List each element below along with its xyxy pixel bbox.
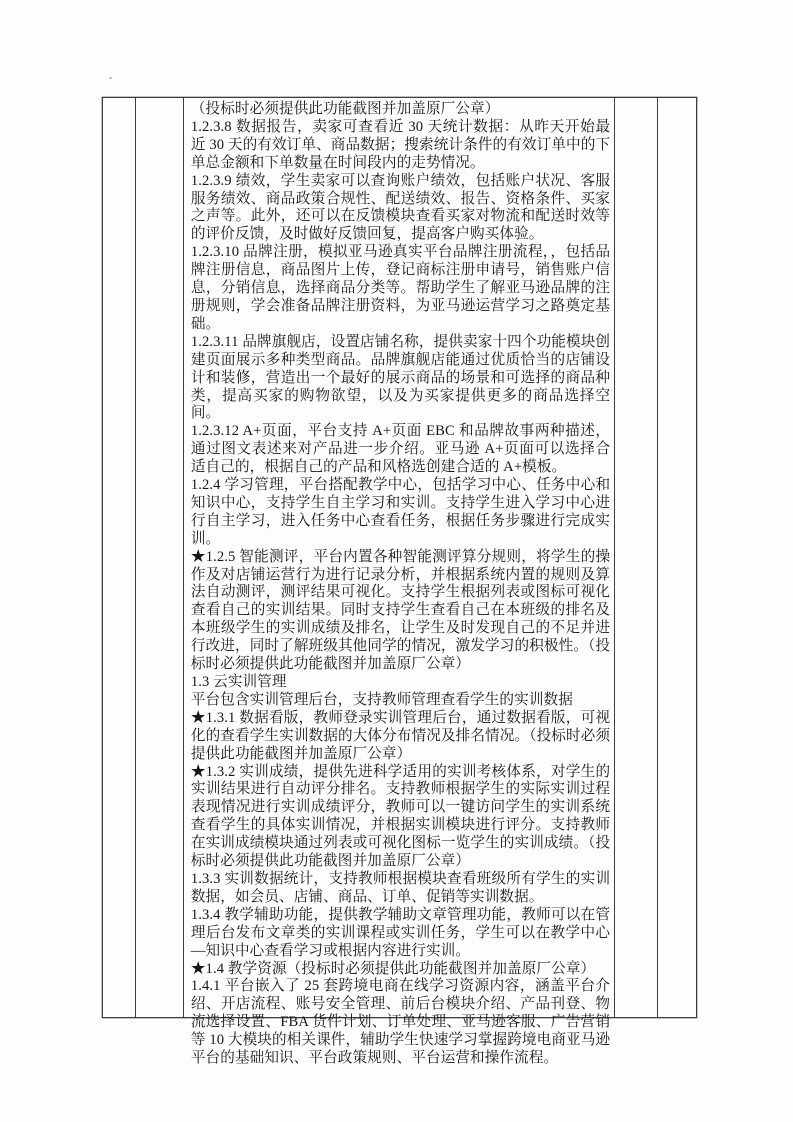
table-cell-response-col bbox=[615, 98, 658, 1017]
clause-1-2-5-smart-assessment: ★1.2.5 智能测评，平台内置各种智能测评算分规则，将学生的操作及对店铺运营行为进行记录分析，并根据系统内置的规则及算法自动测评，测评结果可视化。支持学生根据列表或图标可视化查看自己的实训结果。同时支持学生查看自己在本班级的排名及本班级学生的实训成绩及排名，让学生及时发现自己的不足并进行改进，同时了解班级其他同学的情况，激发学习的积极性。（投标时必须提供此功能截图并加盖原厂公章） bbox=[190, 548, 611, 673]
clause-1-3-2-training-scores: ★1.3.2 实训成绩，提供先进科学适用的实训考核体系，对学生的实训结果进行自动评分排名。支持教师根据学生的实际实训过程表现情况进行实训成绩评分，教师可以一键访问学生的实训系统查看学生的具体实训情况，并根据实训模块进行评分。支持教师在实训成绩模块通过列表或可视化图标一览学生的实训成绩。（投标时必须提供此功能截图并加盖原厂公章） bbox=[190, 763, 611, 870]
clause-1-3-4-teaching-assist: 1.3.4 教学辅助功能，提供教学辅助文章管理功能，教师可以在管理后台发布文章类的实训课程或实训任务，学生可以在教学中心—知识中心查看学习或根据内容进行实训。 bbox=[190, 906, 611, 959]
table-cell-index-col bbox=[103, 98, 136, 1017]
clause-1-2-3-8-data-report: 1.2.3.8 数据报告，卖家可查看近 30 天统计数据：从昨天开始最近 30 天的有效订单、商品数据；搜索统计条件的有效订单中的下单总金额和下单数量在时间段内的走势情况。 bbox=[190, 118, 611, 171]
table-cell-remarks-col bbox=[658, 98, 696, 1017]
clause-1-3-intro: 平台包含实训管理后台，支持教师管理查看学生的实训数据 bbox=[190, 691, 573, 708]
clause-1-2-3-9-performance: 1.2.3.9 绩效，学生卖家可以查询账户绩效，包括账户状况、客服服务绩效、商品政策合规性、配送绩效、报告、资格条件、买家之声等。此外，还可以在反馈模块查看买家对物流和配送时效等的评价反馈，及时做好反馈回复，提高客户购买体验。 bbox=[190, 172, 611, 243]
table-cell-requirements-content bbox=[184, 98, 615, 1067]
heading-1-3-cloud-training-management: 1.3 云实训管理 bbox=[190, 674, 287, 690]
tender-requirements-table bbox=[102, 97, 697, 1067]
clause-1-3-3-training-data-statistics: 1.3.3 实训数据统计，支持教师根据模块查看班级所有学生的实训数据，如会员、店铺、商品、订单、促销等实训数据。 bbox=[190, 870, 611, 905]
heading-1-4-teaching-resources: ★1.4 教学资源（投标时必须提供此功能截图并加盖原厂公章） bbox=[190, 960, 596, 977]
clause-1-2-4-learning-management: 1.2.4 学习管理，平台搭配教学中心，包括学习中心、任务中心和知识中心，支持学生自主学习和实训。支持学生进入学习中心进行自主学习，进入任务中心查看任务，根据任务步骤进行完成实训。 bbox=[190, 477, 611, 547]
clause-1-2-3-11-brand-flagship-store: 1.2.3.11 品牌旗舰店，设置店铺名称，提供卖家十四个功能模块创建页面展示多种类型商品。品牌旗舰店能通过优质恰当的店铺设计和装修，营造出一个最好的展示商品的场景和可选择的商品种类，提高买家的购物欲望，以及为买家提供更多的商品选择空间。 bbox=[190, 333, 611, 422]
clause-stamp-note-continuation: （投标时必须提供此功能截图并加盖原厂公章） bbox=[190, 101, 500, 117]
clause-1-3-1-data-dashboard: ★1.3.1 数据看版，教师登录实训管理后台，通过数据看版，可视化的查看学生实训数据的大体分布情况及排名情况。（投标时必须提供此功能截图并加盖原厂公章） bbox=[190, 709, 611, 762]
clause-1-2-3-12-a-plus-page: 1.2.3.12 A+页面，平台支持 A+页面 EBC 和品牌故事两种描述，通过图文表述来对产品进一步介绍。亚马逊 A+页面可以选择合适自己的，根据自己的产品和风格选创建合适的 A+模板。 bbox=[190, 423, 611, 476]
clause-1-4-1-learning-resources: 1.4.1 平台嵌入了 25 套跨境电商在线学习资源内容，涵盖平台介绍、开店流程、账号安全管理、前后台模块介绍、产品刊登、物流选择设置、FBA 货件计划、订单处理、亚马逊客服、广告营销等 10 大模块的相关课件，辅助学生快速学习掌握跨境电商亚马逊平台的基础知识、平台政策规则、平台运营和操作流程。 bbox=[190, 978, 611, 1067]
clause-1-2-3-10-brand-registration: 1.2.3.10 品牌注册，模拟亚马逊真实平台品牌注册流程，，包括品牌注册信息，商品图片上传，登记商标注册申请号，销售账户信息，分销信息，选择商品分类等。帮助学生了解亚马逊品牌的注册规则，学会准备品牌注册资料，为亚马逊运营学习之路奠定基础。 bbox=[190, 244, 611, 332]
table-cell-category-col bbox=[136, 98, 184, 1017]
scan-artifact-speck bbox=[109, 77, 112, 79]
